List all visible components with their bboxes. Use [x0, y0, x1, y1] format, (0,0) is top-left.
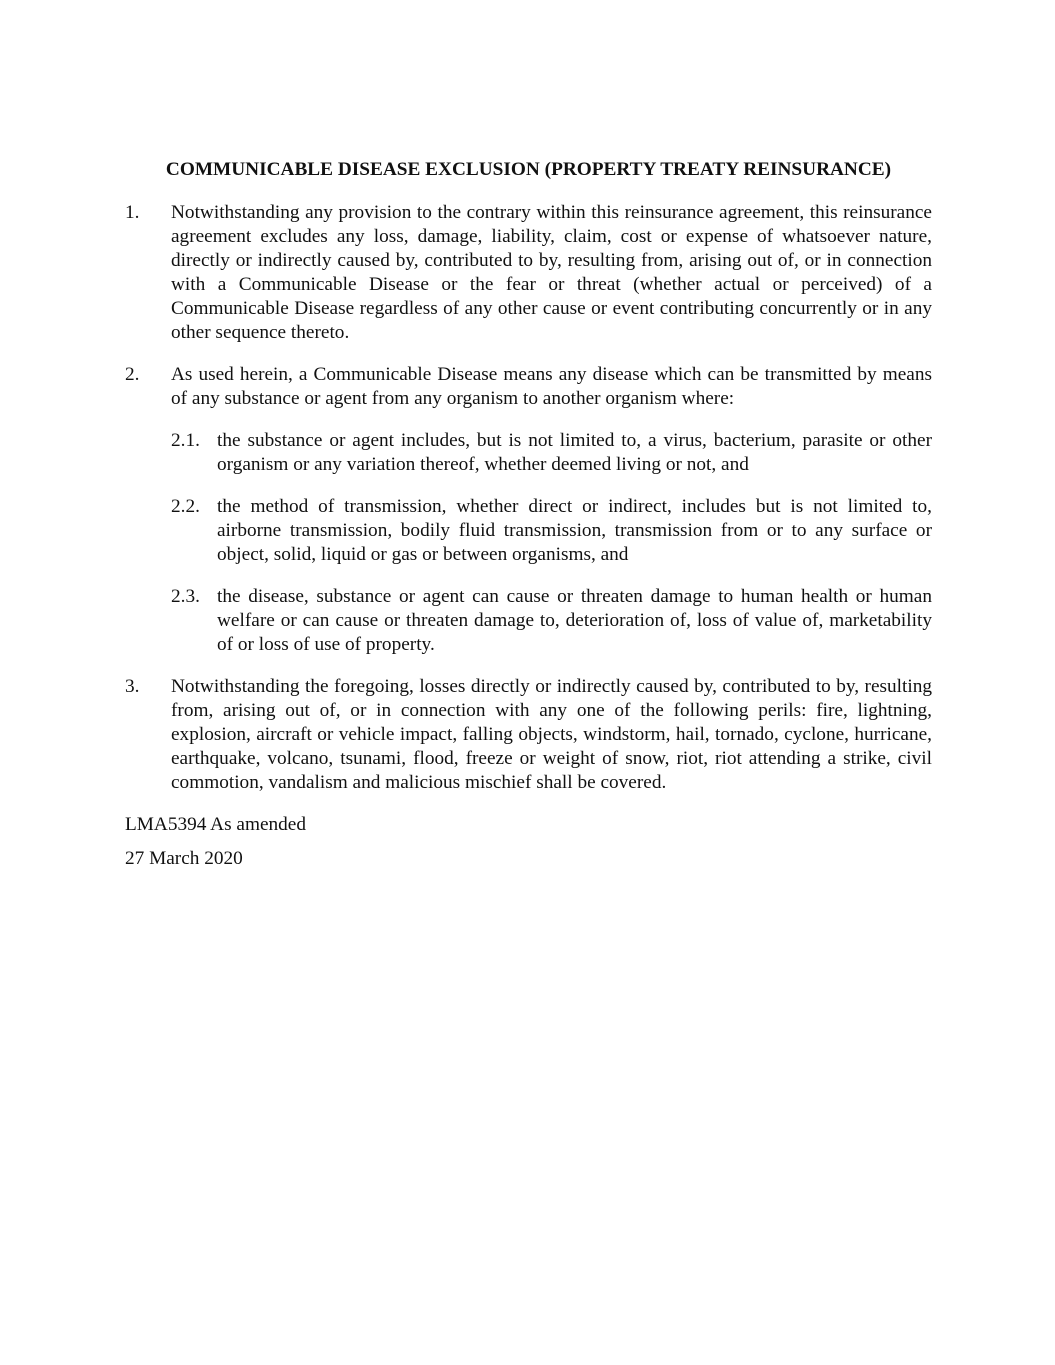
clause-1	[125, 201, 932, 345]
clause-text: As used herein, a Communicable Disease means any disease which can be transmitted by means of any substance or agent from any organism to another organism where:	[171, 364, 932, 409]
clause-number: 1.	[125, 202, 140, 223]
clause-number: 2.	[125, 364, 140, 385]
subclause-text: the method of transmission, whether direct or indirect, includes but is not limited to, airborne transmission, bodily fluid transmission, transmission from or to any surface or object, solid, liquid or gas or between organisms, and	[217, 496, 932, 565]
subclause-text: the substance or agent includes, but is not limited to, a virus, bacterium, parasite or other organism or any variation thereof, whether deemed living or not, and	[217, 430, 932, 475]
clause-text: Notwithstanding the foregoing, losses directly or indirectly caused by, contributed to by, resulting from, arising out of, or in connection with any one of the following perils: fire, lightning, explosion, aircraft or vehicle impact, falling objects, windstorm, hail, tornado, cyclone, hurricane, earthquake, volcano, tsunami, flood, freeze or weight of snow, riot, riot attending a strike, civil commotion, vandalism and malicious mischief shall be covered.	[171, 676, 932, 793]
form-date: 27 March 2020	[125, 848, 243, 869]
subclause-text: the disease, substance or agent can cause or threaten damage to human health or human welfare or can cause or threaten damage to, deterioration of, loss of value of, marketability of or loss of use of property.	[217, 586, 932, 655]
clause-text: Notwithstanding any provision to the contrary within this reinsurance agreement, this reinsurance agreement excludes any loss, damage, liability, claim, cost or expense of whatsoever nature, directly or indirectly caused by, contributed to by, resulting from, arising out of, or in connection with a Communicable Disease or the fear or threat (whether actual or perceived) of a Communicable Disease regardless of any other cause or event contributing concurrently or in any other sequence thereto.	[171, 202, 932, 343]
subclause-number: 2.2.	[171, 496, 200, 517]
clause-number: 3.	[125, 676, 140, 697]
subclause-2-1	[171, 429, 932, 477]
clause-2	[125, 363, 932, 411]
subclause-number: 2.1.	[171, 430, 200, 451]
clause-3	[125, 675, 932, 795]
subclause-number: 2.3.	[171, 586, 200, 607]
form-reference: LMA5394 As amended	[125, 814, 307, 835]
document-title: COMMUNICABLE DISEASE EXCLUSION (PROPERTY TREATY REINSURANCE)	[165, 159, 892, 180]
document-page	[125, 158, 932, 881]
subclause-2-3	[171, 585, 932, 657]
subclause-2-2	[171, 495, 932, 567]
